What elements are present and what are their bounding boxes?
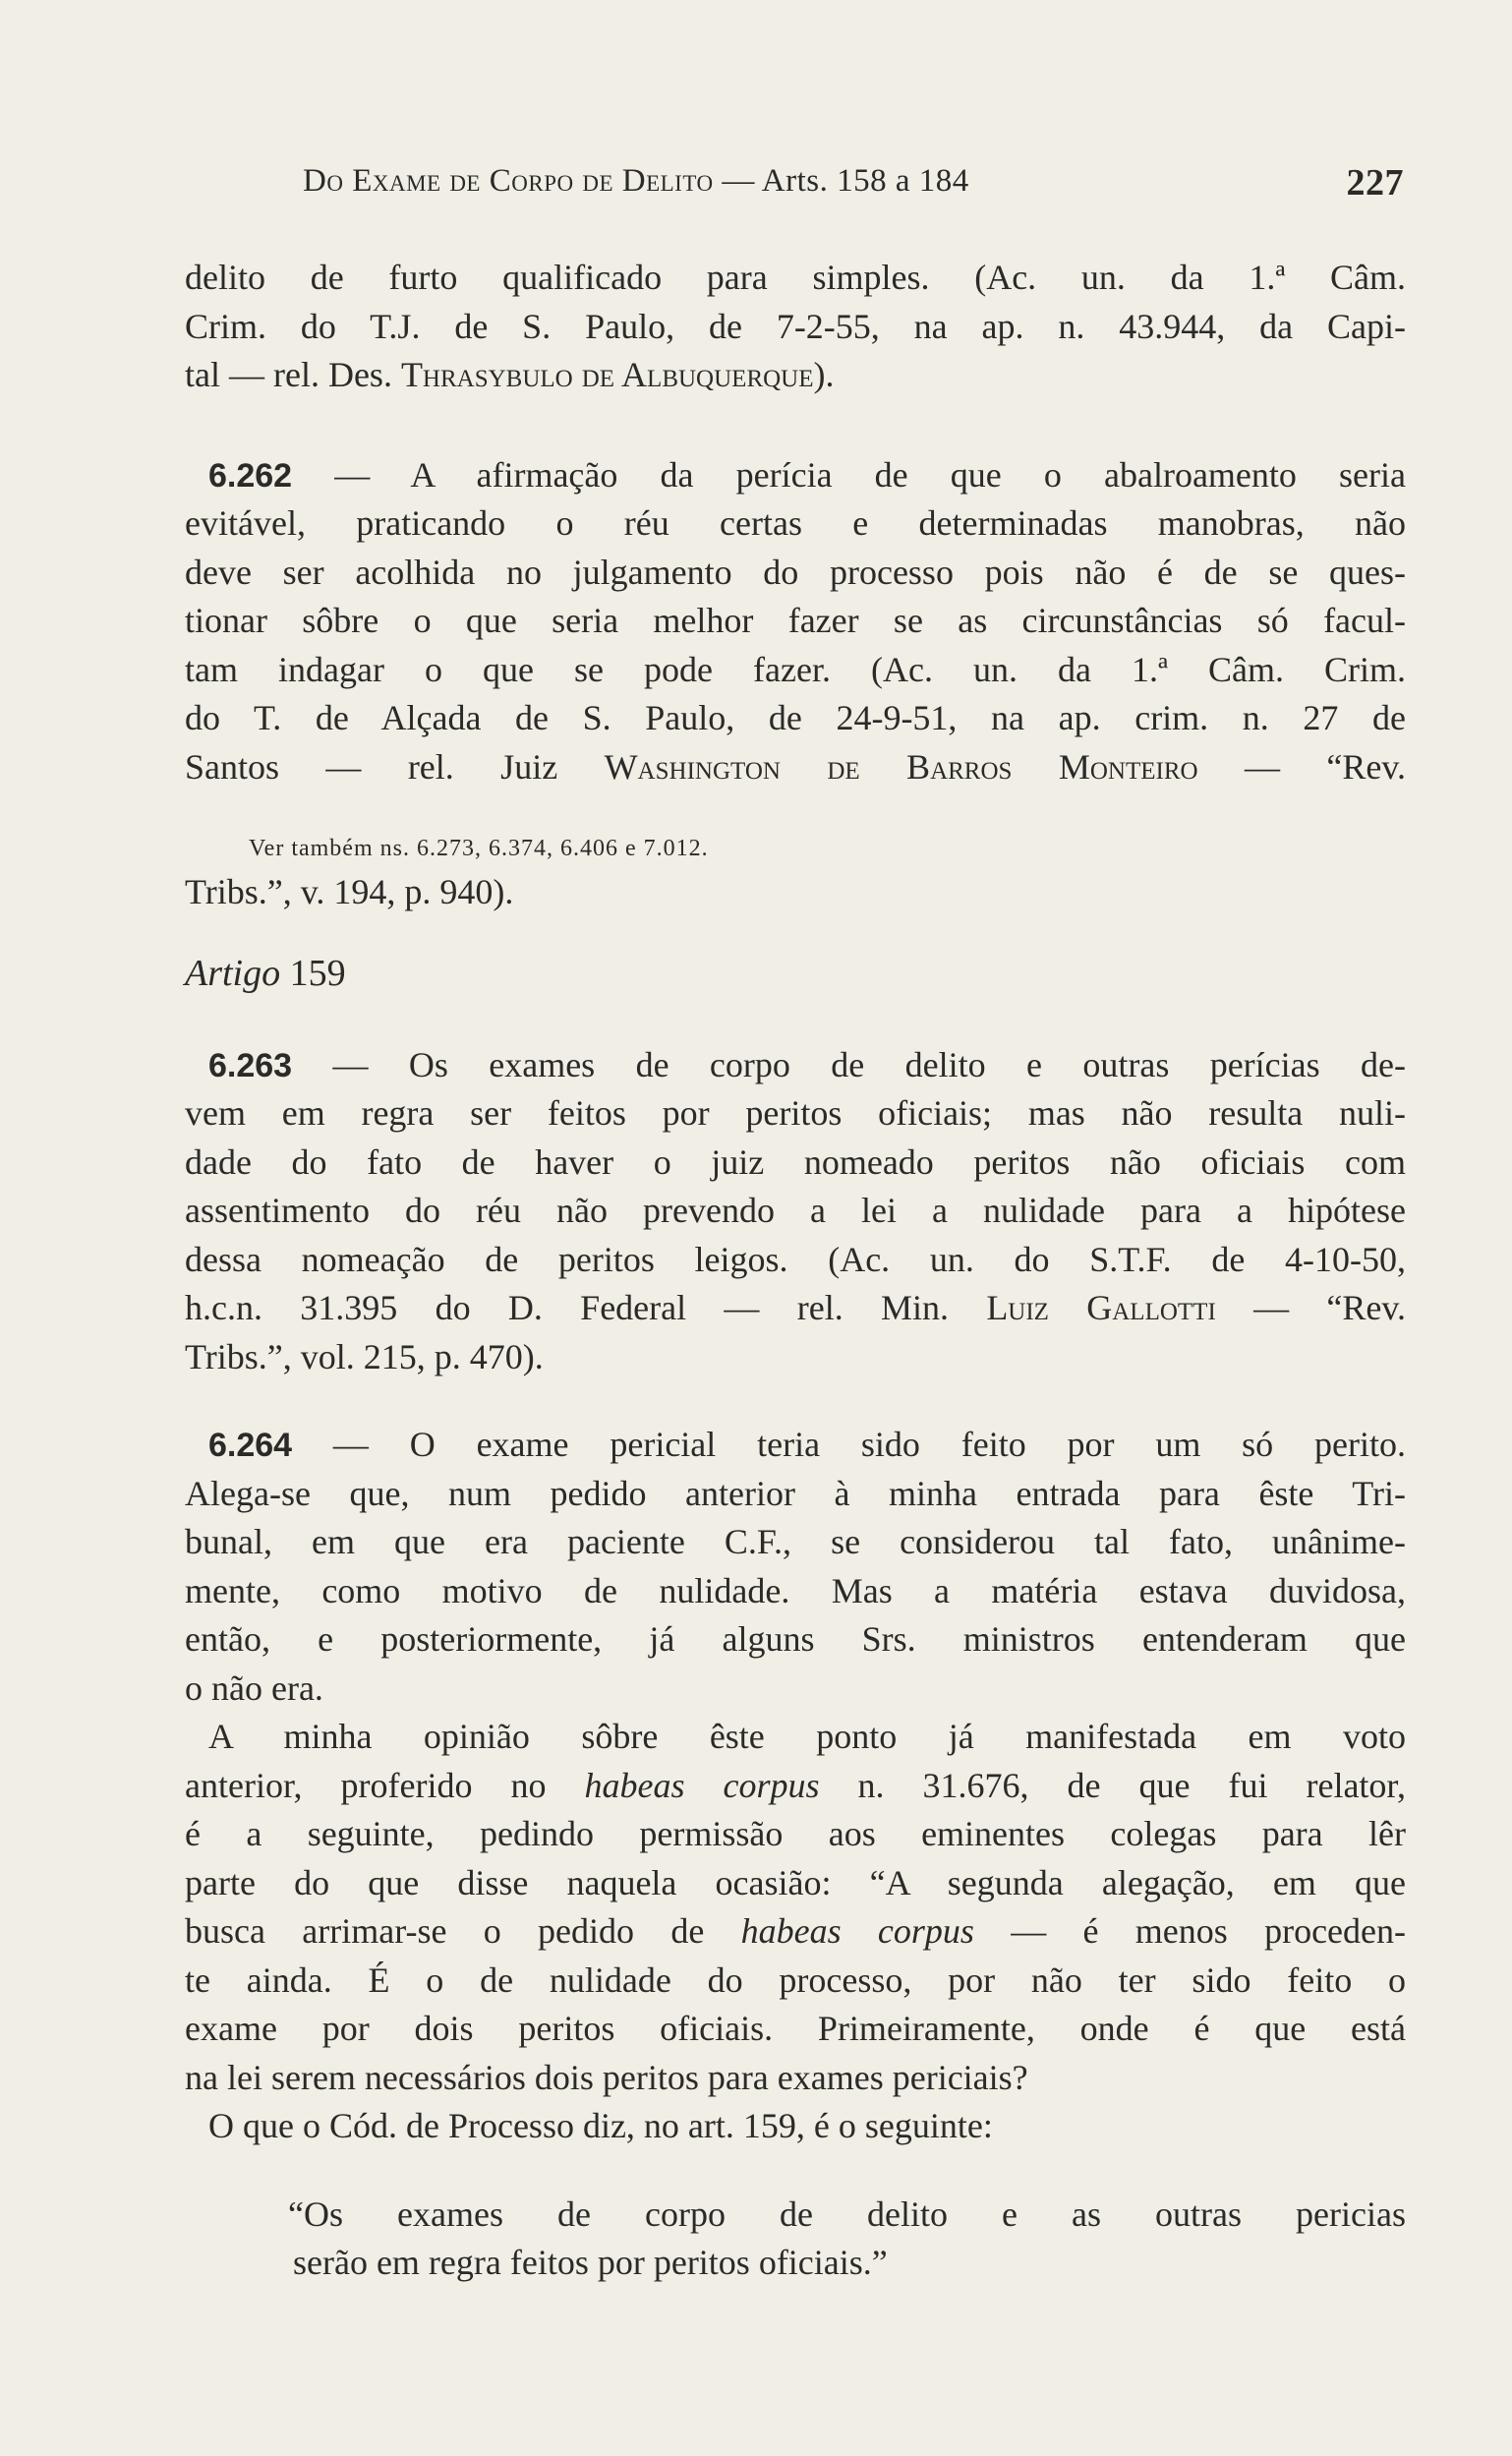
text-line: A minha opinião sôbre êste ponto já manifestada em voto bbox=[208, 1717, 1406, 1756]
text-line: te ainda. É o de nulidade do processo, por não ter sido feito o bbox=[185, 1959, 1406, 2000]
running-title bbox=[303, 163, 969, 200]
text-line: assentimento do réu não prevendo a lei a nulidade para a hipótese bbox=[185, 1191, 1406, 1230]
paragraph-6264 bbox=[185, 1421, 1406, 1713]
text-line: deve ser acolhida no julgamento do processo pois não é de se ques- bbox=[185, 552, 1406, 592]
text-line: tal — rel. Des. Thrasybulo de Albuquerque). bbox=[185, 355, 835, 394]
judge-name: Thrasybulo de Albuquerque bbox=[400, 355, 814, 394]
text-line: mente, como motivo de nulidade. Mas a matéria estava duvidosa, bbox=[185, 1570, 1406, 1610]
text-line: vem em regra ser feitos por peritos oficiais; mas não resulta nuli- bbox=[185, 1093, 1406, 1133]
paragraph-number: 6.262 bbox=[208, 456, 293, 495]
text-line: Santos — rel. Juiz Washington de Barros Monteiro — “Rev. bbox=[185, 746, 1406, 787]
judge-name: Luiz Gallotti bbox=[986, 1288, 1216, 1327]
text-line: Crim. do T.J. de S. Paulo, de 7-2-55, na ap. n. 43.944, da Capi- bbox=[185, 306, 1406, 346]
text-line: 6.262 — A afirmação da perícia de que o abalroamento seria bbox=[208, 454, 1406, 495]
running-title-section: Do Exame de Corpo de Delito bbox=[303, 163, 714, 199]
text-line: dade do fato de haver o juiz nomeado peritos não oficiais com bbox=[185, 1141, 1406, 1182]
text-line: anterior, proferido no habeas corpus n. 31.676, de que fui relator, bbox=[185, 1765, 1406, 1805]
running-title-articles: — Arts. 158 a 184 bbox=[713, 163, 969, 199]
code-quote bbox=[185, 2191, 1406, 2288]
running-header bbox=[303, 163, 1404, 212]
paragraph-6263 bbox=[185, 1041, 1406, 1382]
body-text bbox=[185, 254, 1406, 2288]
text-line: então, e posteriormente, já alguns Srs. ministros entenderam que bbox=[185, 1619, 1406, 1659]
paragraph-6262 bbox=[185, 451, 1406, 917]
paragraph-number: 6.264 bbox=[208, 1427, 293, 1464]
text-line: Tribs.”, vol. 215, p. 470). bbox=[185, 1336, 544, 1376]
text-line: o não era. bbox=[185, 1667, 323, 1708]
text-line: O que o Cód. de Processo diz, no art. 159, é o seguinte: bbox=[208, 2106, 993, 2145]
text-line: é a seguinte, pedindo permissão aos eminentes colegas para lêr bbox=[185, 1814, 1406, 1853]
opinion-paragraph bbox=[185, 1713, 1406, 2151]
text-line: delito de furto qualificado para simples. (Ac. un. da 1.ª Câm. bbox=[185, 258, 1406, 297]
text-line: do T. de Alçada de S. Paulo, de 24-9-51, na ap. crim. n. 27 de bbox=[185, 698, 1406, 737]
text-line: dessa nomeação de peritos leigos. (Ac. un. do S.T.F. de 4-10-50, bbox=[185, 1239, 1406, 1279]
judge-name: Washington de Barros Monteiro bbox=[604, 746, 1198, 787]
text-line: 6.264 — O exame pericial teria sido feito por um só perito. bbox=[208, 1425, 1406, 1464]
text-line: na lei serem necessários dois peritos para exames periciais? bbox=[185, 2057, 1028, 2097]
text-line: exame por dois peritos oficiais. Primeiramente, onde é que está bbox=[185, 2009, 1406, 2048]
text-line: 6.263 — Os exames de corpo de delito e outras perícias de- bbox=[208, 1044, 1406, 1084]
text-line: tam indagar o que se pode fazer. (Ac. un. da 1.ª Câm. Crim. bbox=[185, 649, 1406, 689]
text-line: serão em regra feitos por peritos oficiais.” bbox=[293, 2243, 888, 2282]
text-line: Tribs.”, v. 194, p. 940). bbox=[185, 872, 514, 911]
continuation-block bbox=[185, 254, 1406, 400]
text-line: Alega-se que, num pedido anterior à minha entrada para êste Tri- bbox=[185, 1473, 1406, 1513]
cross-reference-note: Ver também ns. 6.273, 6.374, 6.406 e 7.012. bbox=[249, 836, 709, 861]
text-line: parte do que disse naquela ocasião: “A segunda alegação, em que bbox=[185, 1862, 1406, 1902]
text-line: evitável, praticando o réu certas e determinadas manobras, não bbox=[185, 503, 1406, 543]
text-line: “Os exames de corpo de delito e as outras pericias bbox=[288, 2193, 1406, 2234]
text-line: tionar sôbre o que seria melhor fazer se as circunstâncias só facul- bbox=[185, 601, 1406, 640]
text-line: busca arrimar-se o pedido de habeas corpus — é menos proceden- bbox=[185, 1911, 1406, 1951]
article-heading: Artigo 159 bbox=[185, 952, 346, 994]
text-line: bunal, em que era paciente C.F., se considerou tal fato, unânime- bbox=[185, 1522, 1406, 1561]
page-number: 227 bbox=[1346, 162, 1404, 204]
text-line: h.c.n. 31.395 do D. Federal — rel. Min. Luiz Gallotti — “Rev. bbox=[185, 1288, 1407, 1327]
paragraph-number: 6.263 bbox=[208, 1046, 293, 1084]
